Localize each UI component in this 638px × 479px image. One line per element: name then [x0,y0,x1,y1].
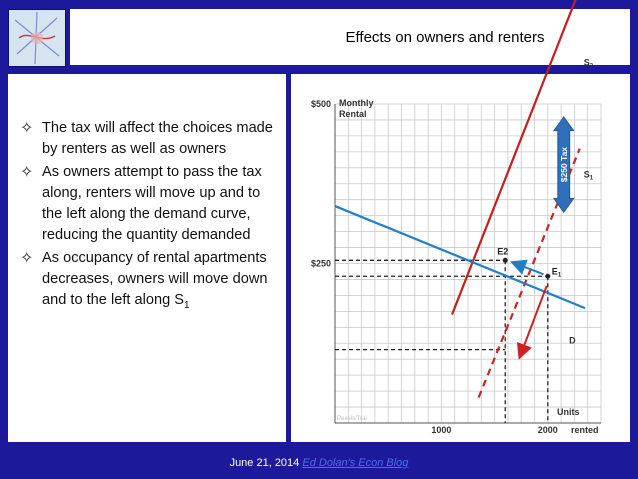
point-label-e1-sub: 1 [557,272,562,279]
logo [8,9,66,67]
x-tick-label: 1000 [431,425,452,435]
bullet-text: As owners attempt to pass the tax along, renters will move up and to the left along the demand curve, reducing the quantity demanded [42,164,262,243]
chart-panel [291,57,630,442]
y-axis-label: Rental [339,109,367,119]
point-e2 [503,258,508,263]
point-label-e2: E2 [497,246,509,257]
bullet-text: The tax will affect the choices made by renters as well as owners [42,120,273,157]
bullet-subscript: 1 [184,299,190,311]
label-s2-sub: 2 [589,63,594,70]
bullet-item [20,162,278,246]
bullet-item [20,118,278,160]
x-tick-label: 2000 [537,425,558,435]
bullet-panel [8,74,286,442]
point-e1 [545,274,550,279]
tax-arrow [554,117,574,213]
bullet-text-wrapper [42,248,278,316]
footer [0,457,638,469]
y-axis-label: Monthly [339,98,374,108]
x-axis-label: Units [557,407,580,417]
four-point-star-outline-icon: ✧ [20,164,34,181]
logo-map-graphic [9,10,65,66]
y-tick-label: $500 [310,99,331,109]
arrow-down-along-s1 [520,286,547,356]
slide-title: Effects on owners and renters [345,28,545,46]
supply-demand-chart [291,57,630,442]
label-s2: $S_2$ [583,57,594,70]
tax-label: $250 Tax [558,146,569,183]
x-axis-label: rented [571,425,599,435]
label-s1-sub: 1 [589,175,594,182]
footer-date: June 21, 2014 [229,457,300,469]
four-point-star-outline-icon: ✧ [20,250,34,267]
label-d: D [569,335,576,346]
bullet-text: As occupancy of rental apartments decreases, owners will move down and to the left along S [42,250,268,308]
y-tick-label: $250 [310,258,331,269]
title-bar [70,9,630,65]
four-point-star-outline-icon: ✧ [20,120,34,137]
point-label-e1: $E_1$ [551,266,562,279]
label-s1: $S_1$ [583,169,594,182]
watermark: Pexels/Trai [337,416,367,422]
footer-link[interactable]: Ed Dolan's Econ Blog [302,457,409,469]
bullet-item [20,248,278,316]
